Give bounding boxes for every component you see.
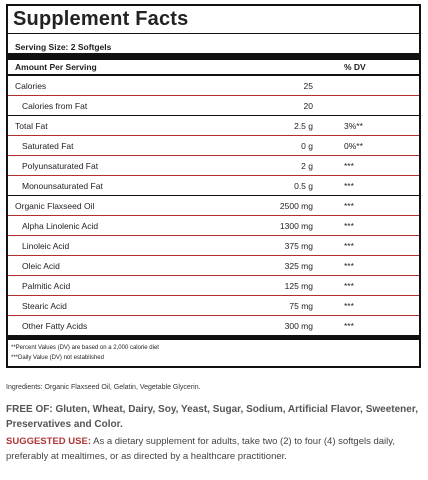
nutrient-dv: 0%**: [344, 141, 363, 151]
suggested-use-statement: [6, 434, 424, 464]
nutrient-name: Other Fatty Acids: [22, 321, 88, 331]
nutrient-amount: 325 mg: [284, 261, 313, 271]
nutrient-row: [8, 196, 419, 216]
nutrient-amount: 75 mg: [289, 301, 313, 311]
nutrient-name: Stearic Acid: [22, 301, 67, 311]
nutrient-amount: 2500 mg: [279, 201, 313, 211]
nutrient-amount: 20: [303, 101, 313, 111]
footnotes: [8, 340, 419, 363]
supplement-facts-panel: [6, 4, 421, 368]
nutrient-row: [8, 116, 419, 136]
nutrient-row: [8, 176, 419, 196]
free-of-label: FREE OF:: [6, 404, 53, 415]
dv-header: % DV: [344, 62, 366, 72]
free-of-statement: [6, 402, 424, 432]
nutrient-name: Oleic Acid: [22, 261, 60, 271]
nutrient-row: [8, 216, 419, 236]
nutrient-dv: ***: [344, 281, 354, 291]
nutrient-row: [8, 276, 419, 296]
nutrient-dv: ***: [344, 301, 354, 311]
nutrient-name: Calories from Fat: [22, 101, 88, 111]
nutrient-row: [8, 316, 419, 340]
nutrient-name: Polyunsaturated Fat: [22, 161, 99, 171]
nutrient-name: Organic Flaxseed Oil: [15, 201, 95, 211]
nutrient-row: [8, 96, 419, 116]
suggested-use-text: As a dietary supplement for adults, take two (2) to four (4) softgels daily, preferably at mealtimes, or as directed by a healthcare practitioner.: [6, 436, 395, 462]
nutrient-amount: 25: [303, 81, 313, 91]
serving-size: Serving Size: 2 Softgels: [8, 34, 419, 60]
nutrient-amount: 0 g: [301, 141, 313, 151]
nutrient-name: Alpha Linolenic Acid: [22, 221, 99, 231]
free-of-text: Gluten, Wheat, Dairy, Soy, Yeast, Sugar, Sodium, Artificial Flavor, Sweetener, Preservatives and Color.: [6, 404, 418, 430]
suggested-use-label: SUGGESTED USE:: [6, 436, 91, 447]
footnote-percent-dv: **Percent Values (DV) are based on a 2,000 calorie diet: [11, 345, 159, 351]
footnote-dv-not-established: ***Daily Value (DV) not established: [11, 355, 104, 361]
nutrient-name: Saturated Fat: [22, 141, 74, 151]
nutrient-row: [8, 236, 419, 256]
nutrient-row: [8, 76, 419, 96]
panel-title: Supplement Facts: [8, 6, 419, 34]
nutrient-row: [8, 156, 419, 176]
nutrient-name: Palmitic Acid: [22, 281, 71, 291]
nutrient-name: Calories: [15, 81, 47, 91]
nutrient-dv: ***: [344, 201, 354, 211]
nutrient-rows: [8, 76, 419, 340]
nutrient-dv: ***: [344, 321, 354, 331]
nutrient-name: Linoleic Acid: [22, 241, 70, 251]
amount-per-serving-header: Amount Per Serving: [15, 62, 97, 72]
nutrient-dv: 3%**: [344, 121, 363, 131]
nutrient-dv: ***: [344, 181, 354, 191]
nutrient-dv: ***: [344, 241, 354, 251]
nutrient-amount: 375 mg: [284, 241, 313, 251]
nutrient-amount: 2 g: [301, 161, 313, 171]
nutrient-amount: 1300 mg: [279, 221, 313, 231]
ingredients-text: Ingredients: Organic Flaxseed Oil, Gelatin, Vegetable Glycerin.: [6, 384, 201, 391]
nutrient-dv: ***: [344, 261, 354, 271]
nutrient-row: [8, 256, 419, 276]
nutrient-amount: 125 mg: [284, 281, 313, 291]
nutrient-row: [8, 136, 419, 156]
nutrient-amount: 0.5 g: [294, 181, 313, 191]
table-header: [8, 60, 419, 76]
nutrient-name: Monounsaturated Fat: [22, 181, 103, 191]
nutrient-amount: 2.5 g: [294, 121, 313, 131]
nutrient-dv: ***: [344, 221, 354, 231]
nutrient-name: Total Fat: [15, 121, 48, 131]
nutrient-dv: ***: [344, 161, 354, 171]
nutrient-amount: 300 mg: [284, 321, 313, 331]
nutrient-row: [8, 296, 419, 316]
